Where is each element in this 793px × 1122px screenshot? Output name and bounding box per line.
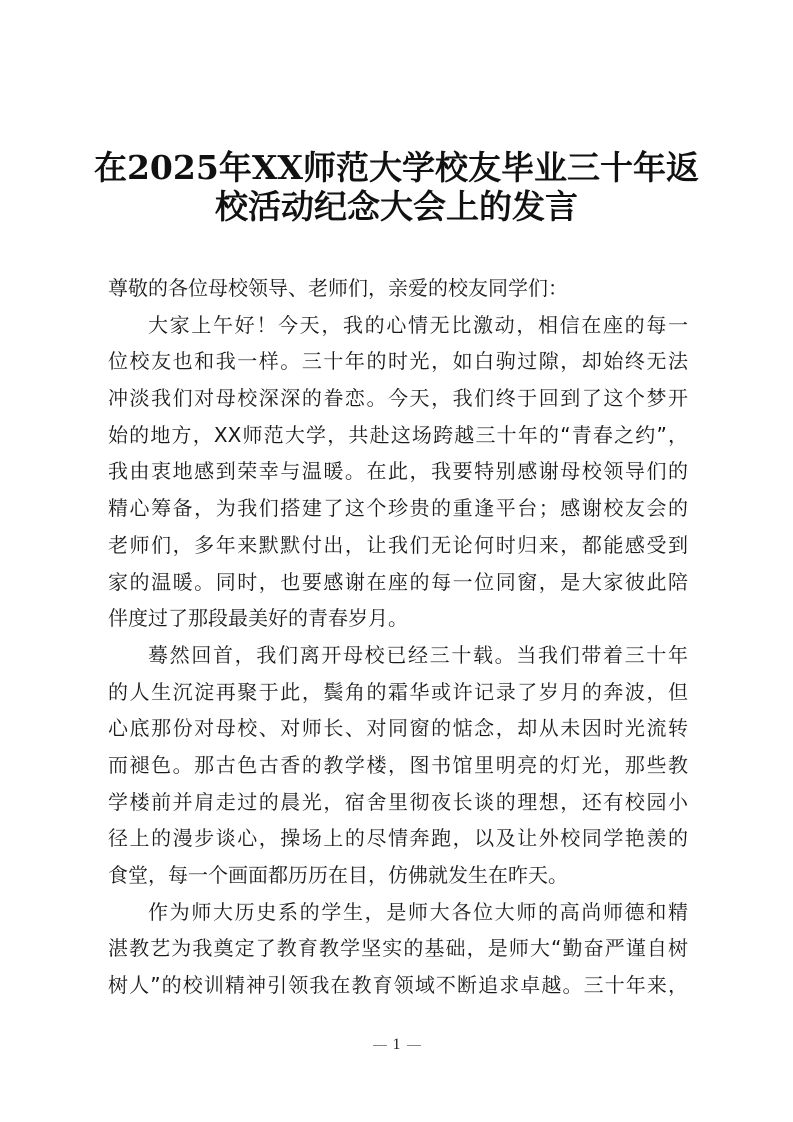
title-line-2: 校活动纪念大会上的发言	[215, 187, 578, 226]
page-dash-left	[373, 1045, 387, 1046]
body-line: 老师们，多年来默默付出，让我们无论何时归来，都能感受到	[108, 532, 688, 557]
body-line: 伴度过了那段最美好的青春岁月。	[108, 606, 408, 631]
body-line: 冲淡我们对母校深深的眷恋。今天，我们终于回到了这个梦开	[108, 386, 688, 411]
title-line-1: 在2025年XX师范大学校友毕业三十年返	[93, 148, 700, 187]
body-line: 精心筹备，为我们搭建了这个珍贵的重逢平台；感谢校友会的	[108, 496, 688, 521]
body-line: 位校友也和我一样。三十年的时光，如白驹过隙，却始终无法	[108, 349, 688, 374]
body-line: 家的温暖。同时，也要感谢在座的每一位同窗，是大家彼此陪	[108, 569, 688, 594]
body-line: 的人生沉淀再聚于此，鬓角的霜华或许记录了岁月的奔波，但	[108, 679, 688, 704]
body-line: 径上的漫步谈心，操场上的尽情奔跑，以及让外校同学艳羡的	[108, 826, 688, 851]
body-line: 尊敬的各位母校领导、老师们，亲爱的校友同学们：	[108, 276, 568, 300]
body-line: 树人”的校训精神引领我在教育领域不断追求卓越。三十年来，	[108, 973, 688, 998]
body-line: 心底那份对母校、对师长、对同窗的惦念，却从未因时光流转	[108, 716, 688, 741]
document-title	[60, 148, 733, 226]
page-number: 1	[392, 1036, 401, 1053]
body-line: 大家上午好！今天，我的心情无比激动，相信在座的每一	[148, 312, 688, 337]
body-line: 而褪色。那古色古香的教学楼，图书馆里明亮的灯光，那些教	[108, 752, 688, 777]
body-line: 作为师大历史系的学生，是师大各位大师的高尚师德和精	[148, 899, 688, 924]
page-dash-right	[407, 1045, 421, 1046]
body-line: 我由衷地感到荣幸与温暖。在此，我要特别感谢母校领导们的	[108, 459, 688, 484]
body-line: 湛教艺为我奠定了教育教学坚实的基础，是师大“勤奋严谨自树	[108, 936, 688, 961]
body-line: 始的地方，XX师范大学，共赴这场跨越三十年的“青春之约”，	[108, 422, 688, 447]
body-line: 蓦然回首，我们离开母校已经三十载。当我们带着三十年	[148, 642, 688, 667]
body-line: 食堂，每一个画面都历历在目，仿佛就发生在昨天。	[108, 863, 568, 887]
document-body	[108, 270, 688, 1004]
body-line: 学楼前并肩走过的晨光，宿舍里彻夜长谈的理想，还有校园小	[108, 789, 688, 814]
page-footer	[0, 1036, 793, 1054]
